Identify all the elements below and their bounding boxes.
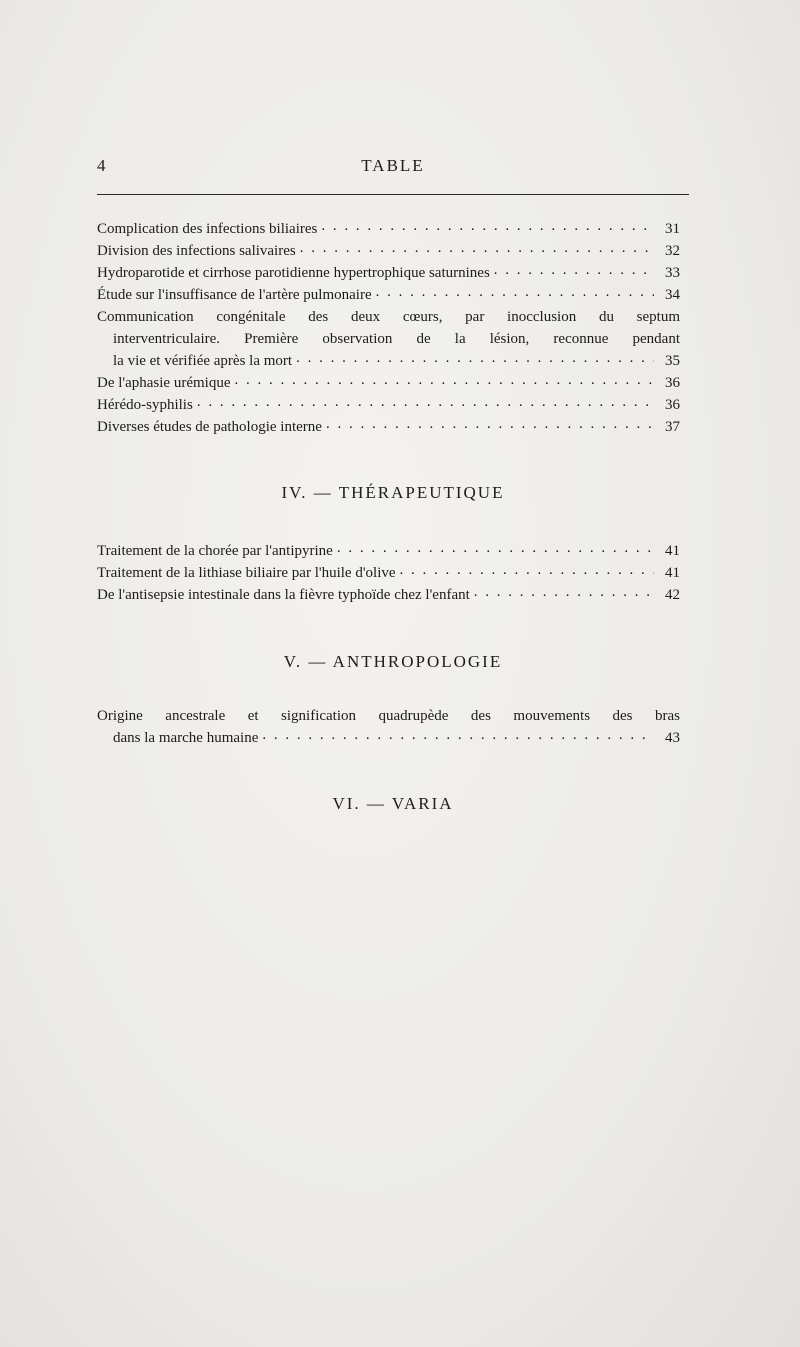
dot-leader — [296, 350, 654, 365]
toc-entry — [97, 562, 680, 584]
toc-entry-page: 36 — [665, 397, 680, 413]
toc-entry-title-line3: la vie et vérifiée après la mort — [113, 353, 293, 369]
toc-entry — [97, 218, 680, 240]
toc-entry-multiline — [97, 306, 680, 372]
dot-leader — [400, 562, 654, 577]
toc-entry — [97, 240, 680, 262]
toc-entry — [97, 416, 680, 438]
toc-entry — [97, 284, 680, 306]
section-title-therapeutique: IV. — THÉRAPEUTIQUE — [281, 483, 505, 502]
toc-entry-page: 34 — [665, 287, 680, 303]
toc-entry-page: 42 — [665, 587, 680, 603]
dot-leader — [197, 394, 654, 409]
toc-entry-page: 41 — [665, 543, 680, 559]
dot-leader — [376, 284, 654, 299]
toc-entry-title-line1: Origine ancestrale et signification quadrupède des mouvements des bras — [97, 708, 680, 724]
dot-leader — [234, 372, 654, 387]
toc-entry-title: De l'antisepsie intestinale dans la fièvre typhoïde chez l'enfant — [97, 587, 470, 603]
toc-entry-page: 37 — [665, 419, 680, 435]
dot-leader — [337, 540, 654, 555]
toc-entry-title: Traitement de la lithiase biliaire par l'huile d'olive — [97, 565, 396, 581]
toc-entry — [97, 584, 680, 606]
toc-entry-page: 33 — [665, 265, 680, 281]
toc-entry-title: De l'aphasie urémique — [97, 375, 231, 391]
toc-entry-title: Diverses études de pathologie interne — [97, 419, 322, 435]
header-rule — [97, 194, 689, 195]
section-title-varia: VI. — VARIA — [332, 794, 454, 813]
dot-leader — [321, 218, 654, 233]
page-number: 4 — [97, 156, 106, 175]
dot-leader — [262, 727, 654, 742]
toc-entry-title: Hydroparotide et cirrhose parotidienne hypertrophique saturnines — [97, 265, 490, 281]
toc-entry-page: 35 — [665, 353, 680, 369]
toc-entry-page: 32 — [665, 243, 680, 259]
page-header — [97, 156, 689, 184]
section-title-anthropologie: V. — ANTHROPOLOGIE — [283, 652, 503, 671]
toc-entry-page: 31 — [665, 221, 680, 237]
dot-leader — [494, 262, 654, 277]
toc-entry-page: 43 — [665, 730, 680, 746]
toc-entry-page: 41 — [665, 565, 680, 581]
toc-entry-title: Hérédo-syphilis — [97, 397, 193, 413]
toc-entry-title: Traitement de la chorée par l'antipyrine — [97, 543, 333, 559]
toc-entry — [97, 262, 680, 284]
toc-entry-title-line2: interventriculaire. Première observation de la lésion, reconnue pendant — [113, 331, 680, 347]
toc-entry — [97, 540, 680, 562]
toc-entry-title-line1: Communication congénitale des deux cœurs, par inocclusion du septum — [97, 309, 680, 325]
toc-entry-title: Complication des infections biliaires — [97, 221, 318, 237]
toc-entry-title-line2: dans la marche humaine — [113, 730, 259, 746]
toc-entry-multiline — [97, 705, 680, 749]
toc-entry — [97, 372, 680, 394]
toc-entry-title: Division des infections salivaires — [97, 243, 296, 259]
toc-entry — [97, 394, 680, 416]
dot-leader — [300, 240, 654, 255]
running-title: TABLE — [361, 156, 425, 175]
toc-entry-title: Étude sur l'insuffisance de l'artère pulmonaire — [97, 287, 372, 303]
dot-leader — [474, 584, 654, 599]
dot-leader — [326, 416, 654, 431]
toc-entry-page: 36 — [665, 375, 680, 391]
